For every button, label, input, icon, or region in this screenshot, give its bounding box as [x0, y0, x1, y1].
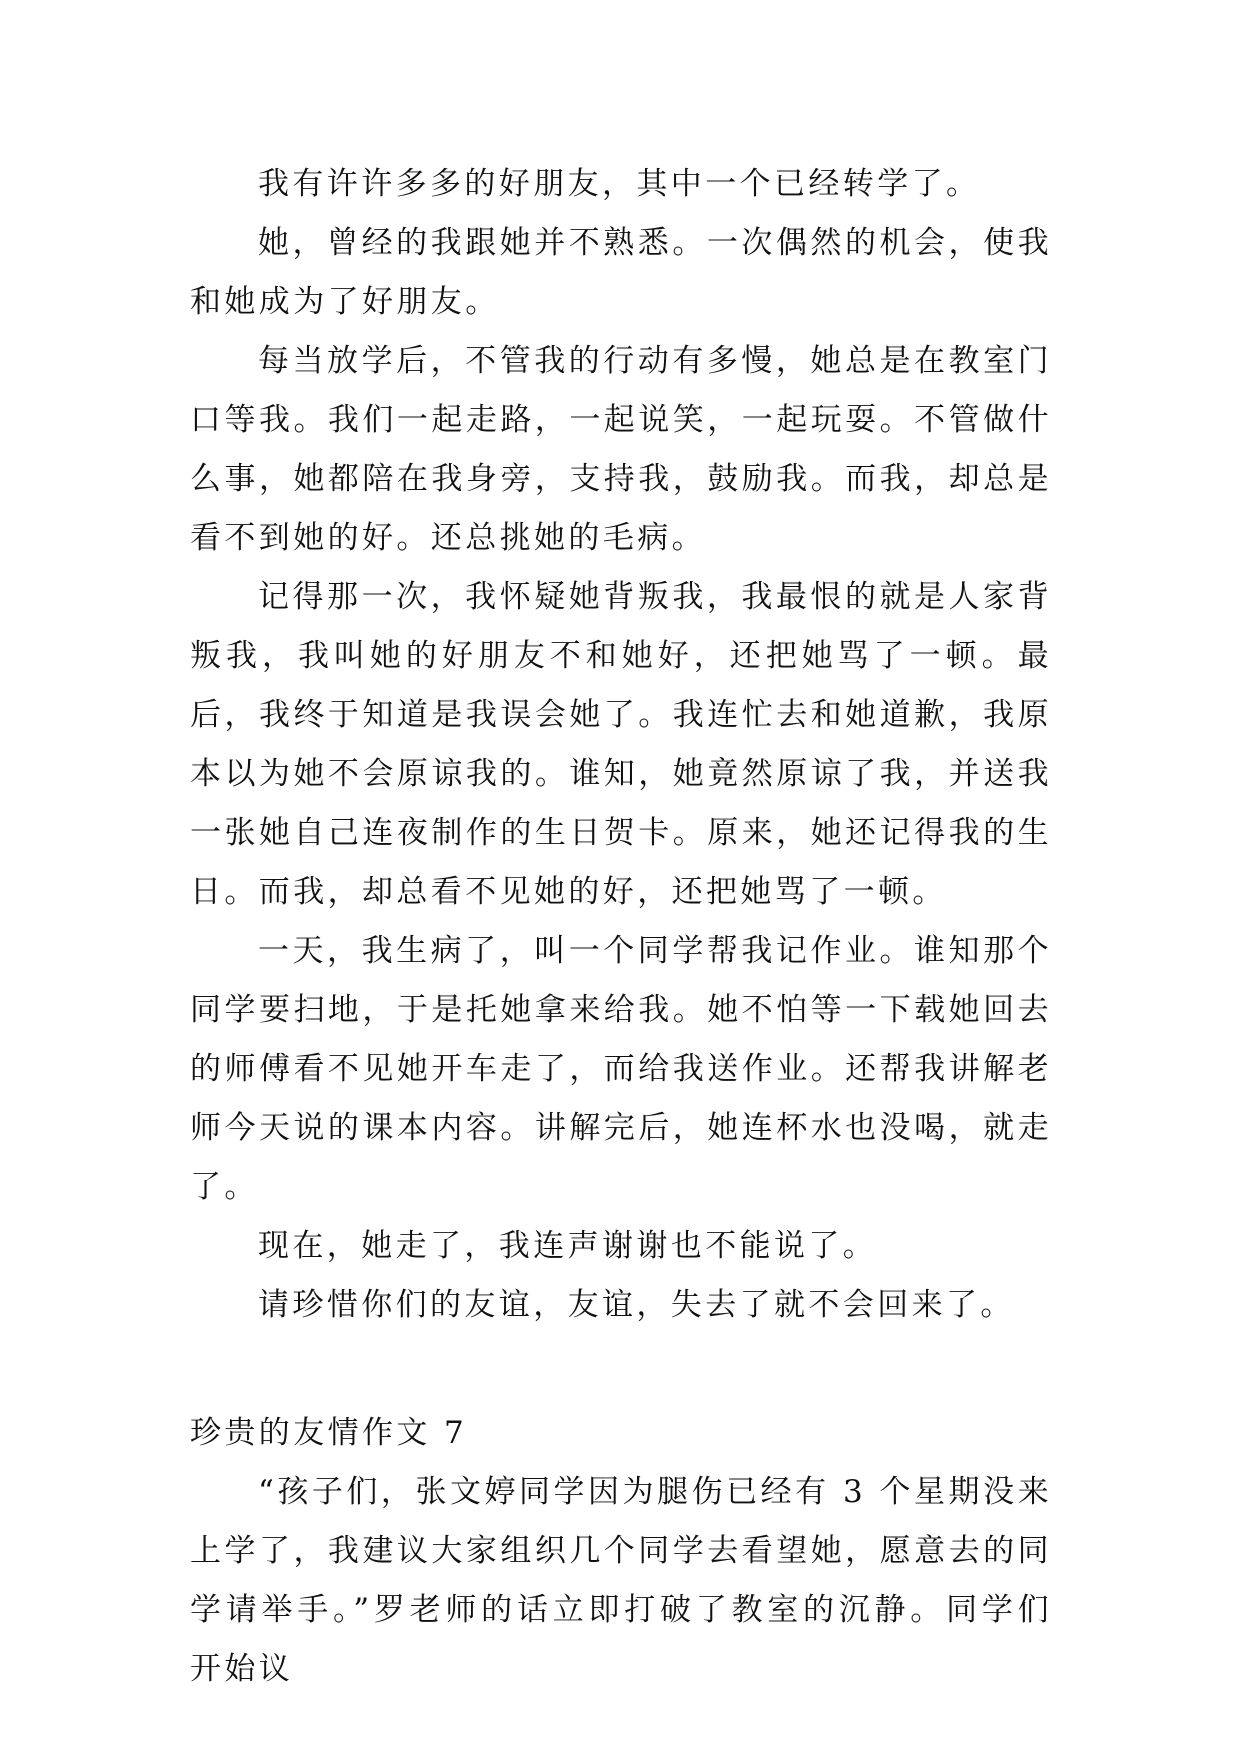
- paragraph-7: 请珍惜你们的友谊，友谊，失去了就不会回来了。: [258, 1287, 1015, 1323]
- paragraph-2: 她，曾经的我跟她并不熟悉。一次偶然的机会，使我和她成为了好朋友。: [190, 225, 1052, 320]
- document-body: [190, 155, 1052, 1699]
- paragraph-3: 每当放学后，不管我的行动有多慢，她总是在教室门口等我。我们一起走路，一起说笑，一起玩耍。不管做什么事，她都陪在我身旁，支持我，鼓励我。而我，却总是看不到她的好。还总挑她的毛病。: [190, 343, 1052, 556]
- paragraph-1: 我有许许多多的好朋友，其中一个已经转学了。: [258, 166, 981, 202]
- section-title: 珍贵的友情作文 7: [190, 1415, 468, 1451]
- paragraph-4: 记得那一次，我怀疑她背叛我，我最恨的就是人家背叛我，我叫她的好朋友不和她好，还把她骂了一顿。最后，我终于知道是我误会她了。我连忙去和她道歉，我原本以为她不会原谅我的。谁知，她竟然原谅了我，并送我一张她自己连夜制作的生日贺卡。原来，她还记得我的生日。而我，却总看不见她的好，还把她骂了一顿。: [190, 579, 1052, 910]
- section-spacer: [190, 1335, 1052, 1404]
- paragraph-6: 现在，她走了，我连声谢谢也不能说了。: [258, 1228, 878, 1264]
- paragraph-5: 一天，我生病了，叫一个同学帮我记作业。谁知那个同学要扫地，于是托她拿来给我。她不怕等一下载她回去的师傅看不见她开车走了，而给我送作业。还帮我讲解老师今天说的课本内容。讲解完后，她连杯水也没喝，就走了。: [190, 933, 1052, 1205]
- section-paragraph: “孩子们，张文婷同学因为腿伤已经有 3 个星期没来上学了，我建议大家组织几个同学去看望她，愿意去的同学请举手。”罗老师的话立即打破了教室的沉静。同学们开始议: [190, 1474, 1052, 1687]
